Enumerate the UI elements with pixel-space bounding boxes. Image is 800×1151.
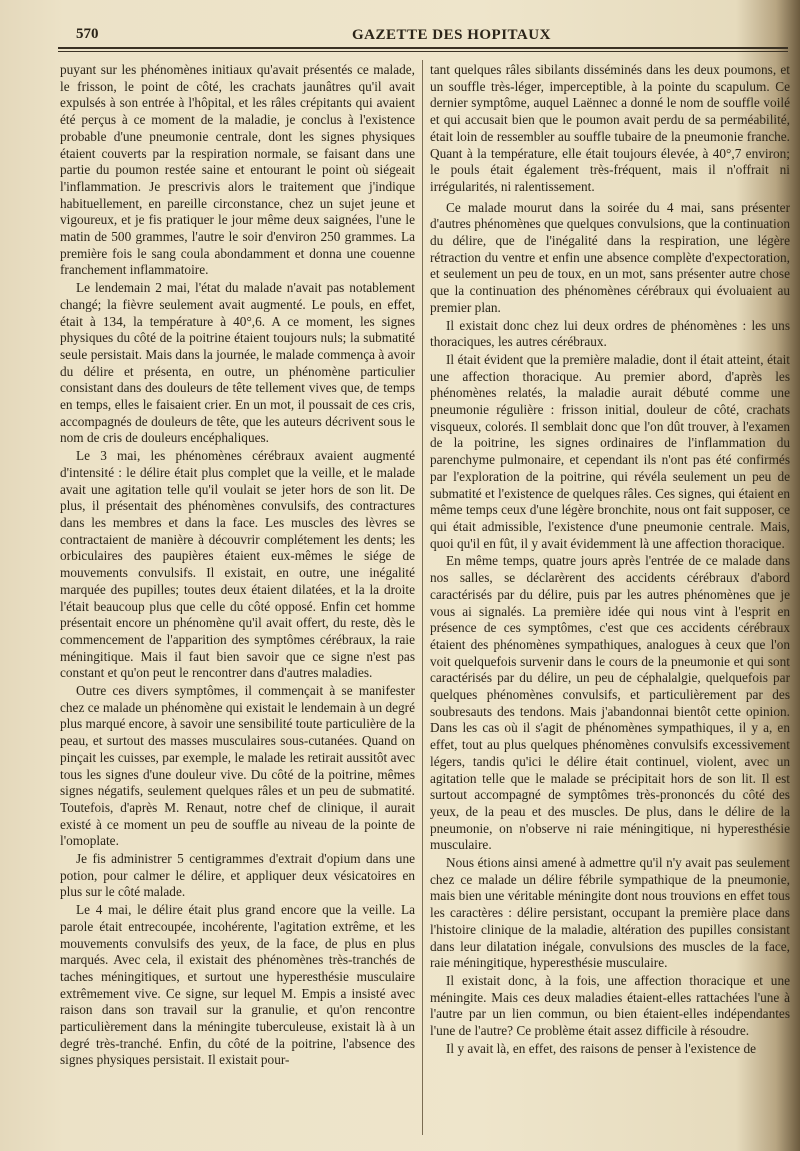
paragraph: Il y avait là, en effet, des raisons de penser à l'existence de: [446, 1040, 757, 1056]
paragraph: En même temps, quatre jours après l'entrée de ce malade dans nos salles, se déclarèrent des accidents cérébraux d'abord caractérisés par du délire, puis par les autres phénomènes que je vous ai signalés. La première idée qui nous vint à l'esprit en présence de ces symptômes, c'est que ces accidents cérébraux étaient des phénomènes sympathiques, analogues à ceux que l'on voit quelquefois survenir dans le cours de la pneumonie et qui sont caractérisés par du délire, un peu de céphalalgie, quelquefois par quelques phénomènes convulsifs, et particulièrement par des soubresauts des tendons. Mais j'abandonnai bientôt cette opinion. Dans les cas où il s'agit de phénomènes sympathiques, il y a, en effet, tout au plus quelques phénomènes convulsifs excessivement légers, tandis qu'ici le délire était continuel, violent, avec un agitation telle que le malade se précipitait hors de son lit. Il est surtout accompagné de symptômes très-prononcés du côté des yeux, de la peau et des muscles. De plus, dans le délire de la pneumonie, on n'observe ni raie méningitique, ni hyperesthésie musculaire.: [430, 553, 790, 853]
paragraph: tant quelques râles sibilants disséminés dans les deux poumons, et un souffle très-léger, imperceptible, à la pointe du scapulum. Ce dernier symptôme, auquel Laënnec a donné le nom de souffle voilé et qui accusait bien que le poumon avait perdu de sa perméabilité, était loin de ressembler au souffle tubaire de la pneumonie franche. Quant à la température, elle était toujours élevée, à 40°,7 environ; le pouls était également très-fréquent, mais il n'offrait ni irrégularités, ni ralentissement.: [430, 62, 790, 194]
header-rule-thin: [58, 51, 788, 52]
page-header: [0, 22, 800, 50]
paragraph: Le 4 mai, le délire était plus grand encore que la veille. La parole était entrecoupée, incohérente, l'agitation extrême, et les mouvements convulsifs des yeux, de la face, de plus en plus marqués. Avec cela, il existait des phénomènes très-tranchés de taches méningitiques, et surtout une hyperesthésie musculaire extrêmement vive. Ce signe, sur lequel M. Empis a insisté avec raison dans son travail sur la granulie, et qu'on rencontre particulièrement dans la méningite tuberculeuse, existait là à un degré très-tranché. Enfin, du côté de la poitrine, l'absence des signes physiques persistait. Il existait pour-: [60, 902, 415, 1068]
header-rule: [58, 47, 788, 49]
paragraph: Le 3 mai, les phénomènes cérébraux avaient augmenté d'intensité : le délire était plus complet que la veille, et le malade avait une agitation telle qu'il voulait se jeter hors de son lit. De plus, il présentait des phénomènes convulsifs, des contractures dans les membres et dans la face. Les muscles des lèvres se contractaient de manière à découvrir complétement les dents; les orbiculaires des paupières étaient eux-mêmes le siége de mouvements convulsifs. Il existait, en outre, une inégalité marquée des pupilles; toutes deux étaient dilatées, et la la droite l'était beaucoup plus que celle du côté opposé. Enfin cet homme présentait encore un phénomène qu'il avait offert, du reste, dès le commencement de l'apparition des symptômes cérébraux, la raie méningitique. Mais il faut bien savoir que ce signe n'est pas constant et qu'on peut le rencontrer dans d'autres maladies.: [60, 448, 415, 681]
paragraph: Le lendemain 2 mai, l'état du malade n'avait pas notablement changé; la fièvre seulement avait augmenté. Le pouls, en effet, était à 134, la température à 40°,6. A ce moment, les signes physiques du côté de la poitrine étaient toujours nuls; la submatité seule persistait. Mais dans la journée, le malade commença à avoir du délire et présenta, en outre, un phénomène particulier consistant dans des douleurs de tête tellement vives que, de temps en temps, elles le faisaient crier. En un mot, il poussait de ces cris, accompagnés de douleurs de tête, que les auteurs décrivent sous le nom de cris de douleurs encéphaliques.: [60, 280, 415, 446]
column-divider: [422, 60, 423, 1135]
paragraph: Il existait donc chez lui deux ordres de phénomènes : les uns thoraciques, les autres cérébraux.: [430, 317, 790, 350]
page-number: 570: [76, 26, 99, 42]
paragraph: Outre ces divers symptômes, il commençait à se manifester chez ce malade un phénomène qui existait le lendemain à un degré plus marqué encore, à savoir une sensibilité toute particulière de la peau, et surtout des masses musculaires sous-cutanées. Quand on pinçait les cuisses, par exemple, le malade les retirait aussitôt avec tous les signes d'une douleur vive. Du côté de la poitrine, mêmes signes négatifs, seulement quelques râles et un peu de submatité. Toutefois, d'après M. Renaut, notre chef de clinique, il aurait existé à ce moment un peu de souffle au niveau de la pointe de l'omoplate.: [60, 683, 415, 849]
paragraph: Je fis administrer 5 centigrammes d'extrait d'opium dans une potion, pour calmer le délire, et appliquer deux vésicatoires en plus sur le côté malade.: [60, 851, 415, 900]
running-title: GAZETTE DES HOPITAUX: [352, 27, 551, 43]
paragraph: Il existait donc, à la fois, une affection thoracique et une méningite. Mais ces deux maladies étaient-elles rattachées l'une à l'autre par un lien commun, ou bien étaient-elles indépendantes l'une de l'autre? Ce problème était assez difficile à résoudre.: [430, 972, 790, 1039]
right-column: [430, 62, 790, 1058]
paragraph: puyant sur les phénomènes initiaux qu'avait présentés ce malade, le frisson, le point de côté, les crachats jaunâtres qu'il avait expulsés à son entrée à l'hôpital, et les râles crépitants qui avaient été perçus à ce moment de la maladie, je conclus à l'existence probable d'une pneumonie centrale, dont les signes physiques étaient couverts par la respiration normale, se faisant dans une partie du poumon restée saine et entourant le point où siégeait l'inflammation. Je prescrivis alors le traitement que j'indique habituellement, en pareille circonstance, chez un sujet jeune et vigoureux, et je fis pratiquer le jour même deux saignées, l'une le matin de 500 grammes, l'autre le soir d'environ 250 grammes. La première fois le sang coula abondamment et donna une couenne franchement inflammatoire.: [60, 62, 415, 278]
paragraph: Ce malade mourut dans la soirée du 4 mai, sans présenter d'autres phénomènes que quelques convulsions, que la continuation du délire, que de l'inégalité dans la respiration, une légère rétraction du ventre et enfin une absence complète d'expectoration, et seulement un peu de toux, en un mot, sans présenter autre chose que la continuation des phénomènes cérébraux qui évoluaient au premier plan.: [430, 199, 790, 315]
left-column: [60, 62, 415, 1070]
paragraph: Il était évident que la première maladie, dont il était atteint, était une affection thoracique. Au premier abord, d'après les phénomènes relatés, la maladie aurait débuté comme une pneumonie régulière : frisson initial, douleur de côté, crachats visqueux, colorés. Il semblait donc que l'on dût trouver, à l'examen de la poitrine, les signes ordinaires de l'inflammation du parenchyme pulmonaire, et cependant ils n'ont pas été confirmés par l'exploration de la poitrine, qui révéla seulement un peu de submatité et l'existence de quelques râles. Ces signes, qui étaient en même temps ceux d'une légère bronchite, nous ont fait supposer, ce qui était admissible, l'existence d'une pneumonie centrale. Mais, quoi qu'il en fût, il y avait évidemment là une affection thoracique.: [430, 351, 790, 551]
paragraph: Nous étions ainsi amené à admettre qu'il n'y avait pas seulement chez ce malade un délire fébrile sympathique de la pneumonie, mais bien une véritable méningite dont nous trouvions en effet tous les caractères : délire persistant, occupant la première place dans l'histoire clinique de la maladie, altération des pupilles consistant dans leur dilatation inégale, convulsions des muscles de la face, raie méningitique, hyperesthésie musculaire.: [430, 855, 790, 971]
